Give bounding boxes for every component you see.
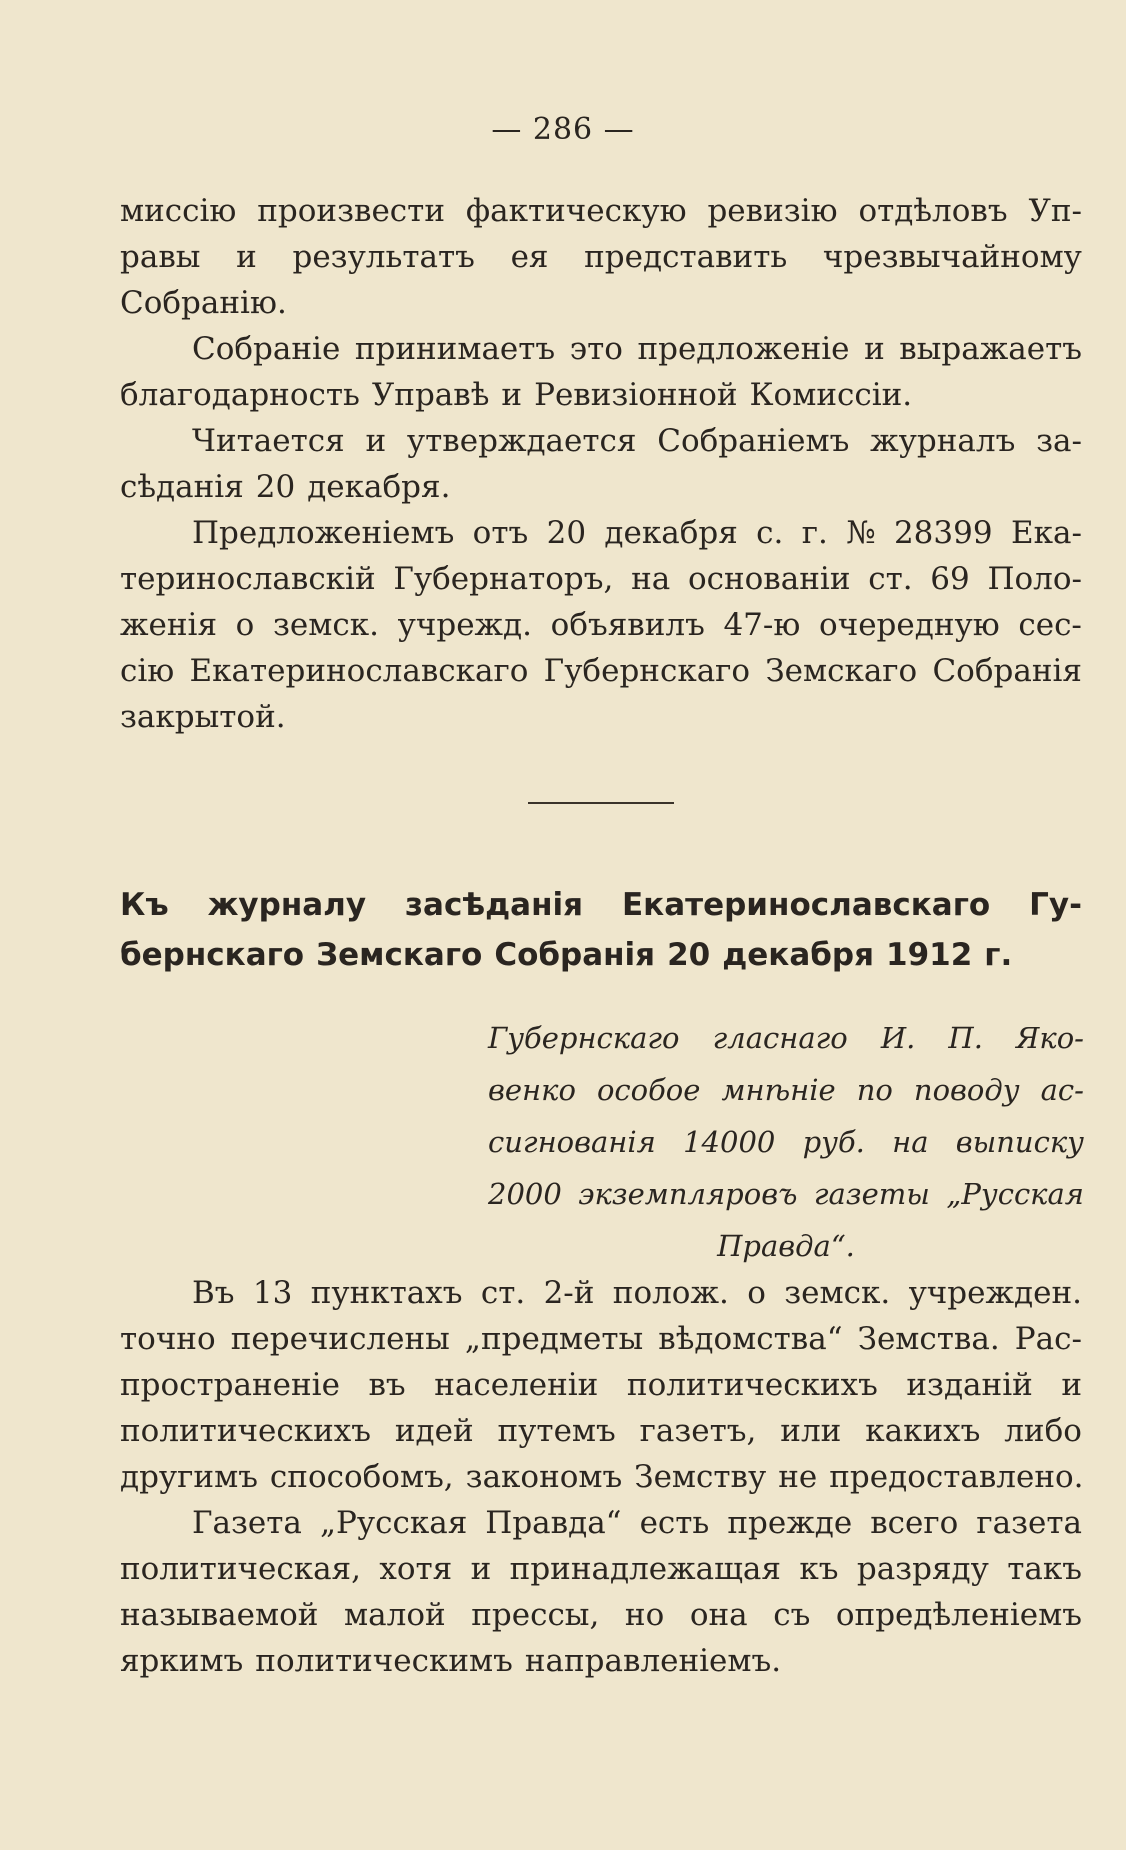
text-line: 2000 экземпляровъ газеты „Русская — [488, 1177, 1084, 1211]
paragraph-1 — [120, 188, 1082, 326]
text-line: женія о земск. учрежд. объявилъ 47-ю очередную сес- — [120, 607, 1082, 643]
text-line: сѣданія 20 декабря. — [120, 469, 451, 505]
text-line: венко особое мнѣніе по поводу ас- — [488, 1073, 1084, 1107]
text-line: Къ журналу засѣданія Екатеринославскаго Гу- — [120, 887, 1082, 923]
paragraph-6 — [120, 1500, 1082, 1684]
text-line: Предложеніемъ отъ 20 декабря с. г. № 28399 Ека- — [192, 515, 1082, 551]
text-line: Собраніе принимаетъ это предложеніе и выражаетъ — [192, 331, 1082, 367]
text-line: Читается и утверждается Собраніемъ журналъ за- — [192, 423, 1082, 459]
paragraph-2 — [120, 326, 1082, 418]
text-line: политическая, хотя и принадлежащая къ разряду такъ — [120, 1551, 1082, 1587]
text-line: Правда“. — [717, 1229, 855, 1263]
text-line: Губернскаго гласнаго И. П. Яко- — [488, 1021, 1084, 1055]
text-line: пространеніе въ населеніи политическихъ изданій и — [120, 1367, 1082, 1403]
text-line: миссію произвести фактическую ревизію отдѣловъ Уп- — [120, 193, 1082, 229]
text-line: называемой малой прессы, но она съ опредѣленіемъ — [120, 1597, 1082, 1633]
text-line: бернскаго Земскаго Собранія 20 декабря 1912 г. — [120, 937, 1013, 973]
text-line: Въ 13 пунктахъ ст. 2-й полож. о земск. учрежден. — [192, 1275, 1082, 1311]
paragraph-5 — [120, 1270, 1082, 1500]
text-line: сію Екатеринославскаго Губернскаго Земскаго Собранія — [120, 653, 1082, 689]
section-heading — [120, 880, 1082, 980]
section-divider — [528, 802, 674, 804]
text-line: теринославскій Губернаторъ, на основаніи ст. 69 Поло- — [120, 561, 1082, 597]
text-line: благодарность Управѣ и Ревизіонной Комиссіи. — [120, 377, 913, 413]
paragraph-3 — [120, 418, 1082, 510]
page-number: — 286 — — [491, 112, 635, 147]
paragraph-4 — [120, 510, 1082, 740]
text-line: точно перечислены „предметы вѣдомства“ Земства. Рас- — [120, 1321, 1082, 1357]
text-line: сигнованія 14000 руб. на выписку — [488, 1125, 1084, 1159]
text-section-top — [120, 188, 1082, 740]
text-line: другимъ способомъ, закономъ Земству не предоставлено. — [120, 1459, 1084, 1495]
text-line: равы и результатъ ея представить чрезвычайному — [120, 239, 1082, 275]
text-line: закрытой. — [120, 699, 286, 735]
text-line: Собранію. — [120, 285, 287, 321]
text-line: Газета „Русская Правда“ есть прежде всего газета — [192, 1505, 1082, 1541]
opinion-subtitle — [488, 1012, 1084, 1272]
text-line: яркимъ политическимъ направленіемъ. — [120, 1643, 782, 1679]
text-section-bottom — [120, 1270, 1082, 1684]
text-line: политическихъ идей путемъ газетъ, или какихъ либо — [120, 1413, 1082, 1449]
